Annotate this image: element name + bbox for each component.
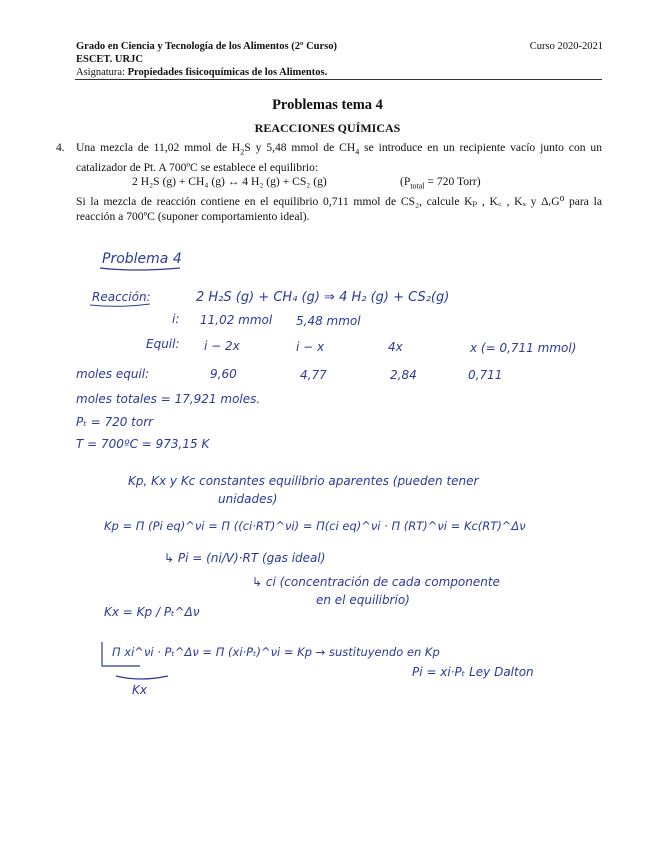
hw-equil-h2: 4x xyxy=(388,340,403,354)
kx-brace xyxy=(116,676,168,679)
text-part: S y 5,48 mmol de CH xyxy=(244,141,356,154)
text-part: Una mezcla de 11,02 mmol de H xyxy=(76,141,241,154)
subscript: 4 xyxy=(355,147,360,157)
subject-prefix: Asignatura: xyxy=(76,67,128,78)
page-title: Problemas tema 4 xyxy=(272,97,383,113)
hw-initial-label: i: xyxy=(172,312,180,326)
hw-pi-equation: ↳ Pi = (ni/V)·RT (gas ideal) xyxy=(164,551,326,565)
hw-equil-cs2: x (= 0,711 mmol) xyxy=(470,341,577,355)
hw-moles-ch4: 4,77 xyxy=(300,368,327,382)
hw-equil-h2s: i − 2x xyxy=(204,339,240,353)
hw-moles-label: moles equil: xyxy=(76,367,150,381)
hw-equil-ch4: i − x xyxy=(296,340,325,354)
hw-reaction: 2 H₂S (g) + CH₄ (g) ⇒ 4 H₂ (g) + CS₂(g) xyxy=(196,290,450,305)
hw-ci-note-1: ↳ ci (concentración de cada componente xyxy=(252,575,500,589)
hw-dalton-law: Pi = xi·Pₜ Ley Dalton xyxy=(412,665,534,679)
hw-moles-h2s: 9,60 xyxy=(210,367,237,381)
hw-heading: Problema 4 xyxy=(102,251,182,267)
hw-product-equation: Π xi^νi · Pₜ^Δν = Π (xi·Pₜ)^νi = Kp → sustituyendo en Kp xyxy=(112,645,440,659)
degree-line: Grado en Ciencia y Tecnología de los Alimentos (2º Curso) xyxy=(76,41,338,52)
hw-equil-label: Equil: xyxy=(146,337,180,351)
hw-initial-h2s: 11,02 mmol xyxy=(200,313,273,327)
hw-moles-cs2: 0,711 xyxy=(468,368,503,382)
heading-underline xyxy=(100,268,180,270)
reaction-underline xyxy=(90,304,150,306)
subject-name: Propiedades fisicoquímicas de los Alimentos. xyxy=(127,67,328,78)
hw-k-note-1: Kp, Kx y Kc constantes equilibrio aparentes (pueden tener xyxy=(128,474,479,488)
text-part: se introduce en un recipiente vacío junto con un catalizador de Pt. A 700ºC se establece el equilibrio: xyxy=(76,141,602,174)
hw-kx-equation: Kx = Kp / Pₜ^Δν xyxy=(104,605,200,619)
hw-kx-label: Kx xyxy=(132,683,147,697)
hw-k-note-2: unidades) xyxy=(218,492,278,506)
hw-ci-note-2: en el equilibrio) xyxy=(316,593,410,607)
problem-question: Si la mezcla de reacción contiene en el equilibrio 0,711 mmol de CS₂, calcule Kₚ , K꜀ , Kₓ y ΔᵣG⁰ para la reacción a 700ºC (suponer comportamiento ideal). xyxy=(76,195,602,224)
hw-total-pressure: Pₜ = 720 torr xyxy=(76,415,154,429)
hw-initial-ch4: 5,48 mmol xyxy=(296,314,361,328)
ptotal-value: = 720 Torr) xyxy=(424,175,481,188)
school-line: ESCET. URJC xyxy=(76,54,143,65)
reaction-equation: 2 H₂S (g) + CH₄ (g) ↔ 4 H₂ (g) + CS₂ (g) xyxy=(132,175,327,188)
hw-kp-equation: Kp = Π (Pi eq)^νi = Π ((ci·RT)^νi) = Π(ci eq)^νi · Π (RT)^νi = Kc(RT)^Δν xyxy=(104,519,526,533)
hw-moles-h2: 2,84 xyxy=(390,368,417,382)
subscript: 2 xyxy=(240,147,245,157)
hw-total-moles: moles totales = 17,921 moles. xyxy=(76,392,261,406)
course-year: Curso 2020-2021 xyxy=(529,41,603,52)
ptotal-sub: total xyxy=(410,181,425,191)
problem-number: 4. xyxy=(56,141,65,154)
ptotal-label: (P xyxy=(400,175,411,188)
page-subtitle: REACCIONES QUÍMICAS xyxy=(254,121,401,135)
hw-temperature: T = 700ºC = 973,15 K xyxy=(76,437,210,451)
hw-reaction-label: Reacción: xyxy=(92,290,151,304)
